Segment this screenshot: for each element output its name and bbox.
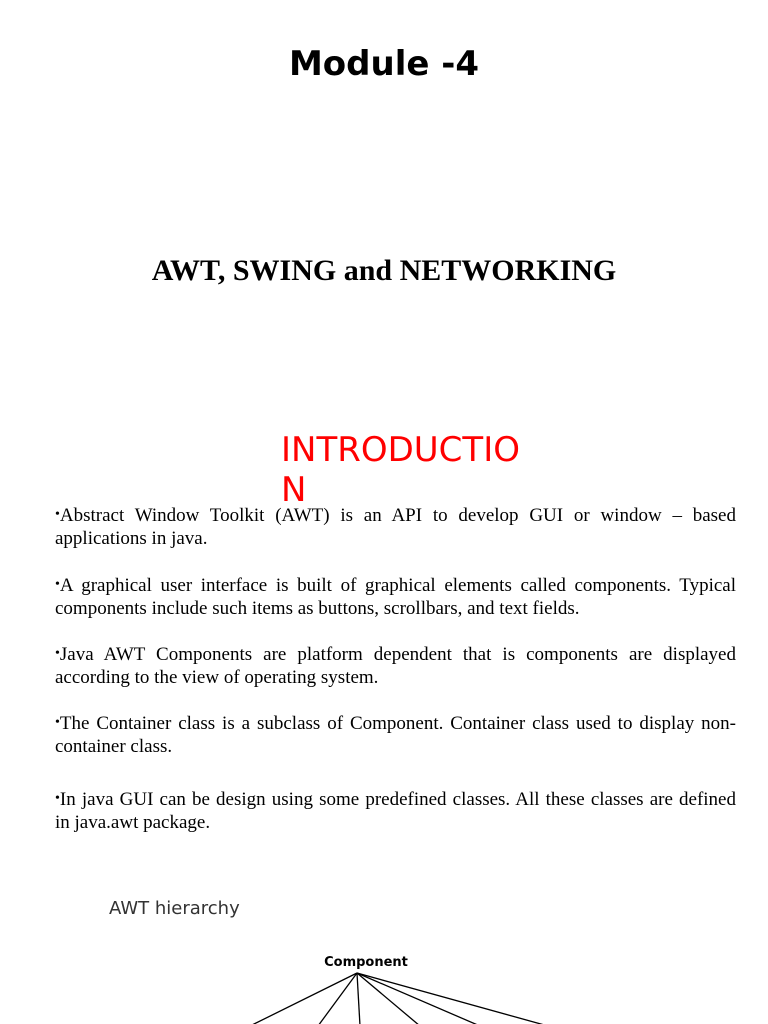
paragraph-4 <box>55 711 736 758</box>
root-node-label: Component <box>324 955 408 970</box>
bullet-marker: • <box>55 507 60 522</box>
connector-line <box>357 973 360 1024</box>
page-subtitle: AWT, SWING and NETWORKING <box>151 254 617 287</box>
connector-line <box>250 973 357 1024</box>
connector-line <box>357 973 480 1024</box>
paragraph-text: A graphical user interface is built of graphical elements called components. Typical components include such items as buttons, scrollbars, and text fields. <box>55 575 736 619</box>
paragraph-3 <box>55 642 736 689</box>
paragraph-1 <box>55 503 736 550</box>
hierarchy-connectors <box>250 973 548 1024</box>
paragraph-text: The Container class is a subclass of Component. Container class used to display non-container class. <box>55 713 736 757</box>
connector-line <box>357 973 420 1024</box>
bullet-marker: • <box>55 577 60 592</box>
paragraph-2 <box>55 573 736 620</box>
paragraph-text: Java AWT Components are platform dependent that is components are displayed according to the view of operating system. <box>55 644 736 688</box>
figure-title: AWT hierarchy <box>109 898 240 919</box>
page-title: Module -4 <box>288 44 480 84</box>
bullet-marker: • <box>55 791 60 806</box>
bullet-marker: • <box>55 715 60 730</box>
paragraph-text: Abstract Window Toolkit (AWT) is an API to develop GUI or window – based applications in java. <box>55 505 736 549</box>
awt-hierarchy-diagram <box>0 940 768 1024</box>
connector-line <box>357 973 548 1024</box>
paragraph-text: In java GUI can be design using some predefined classes. All these classes are defined in java.awt package. <box>55 789 736 833</box>
paragraph-5 <box>55 787 736 834</box>
connector-line <box>318 973 357 1024</box>
section-heading: INTRODUCTION <box>281 430 520 510</box>
bullet-marker: • <box>55 646 60 661</box>
